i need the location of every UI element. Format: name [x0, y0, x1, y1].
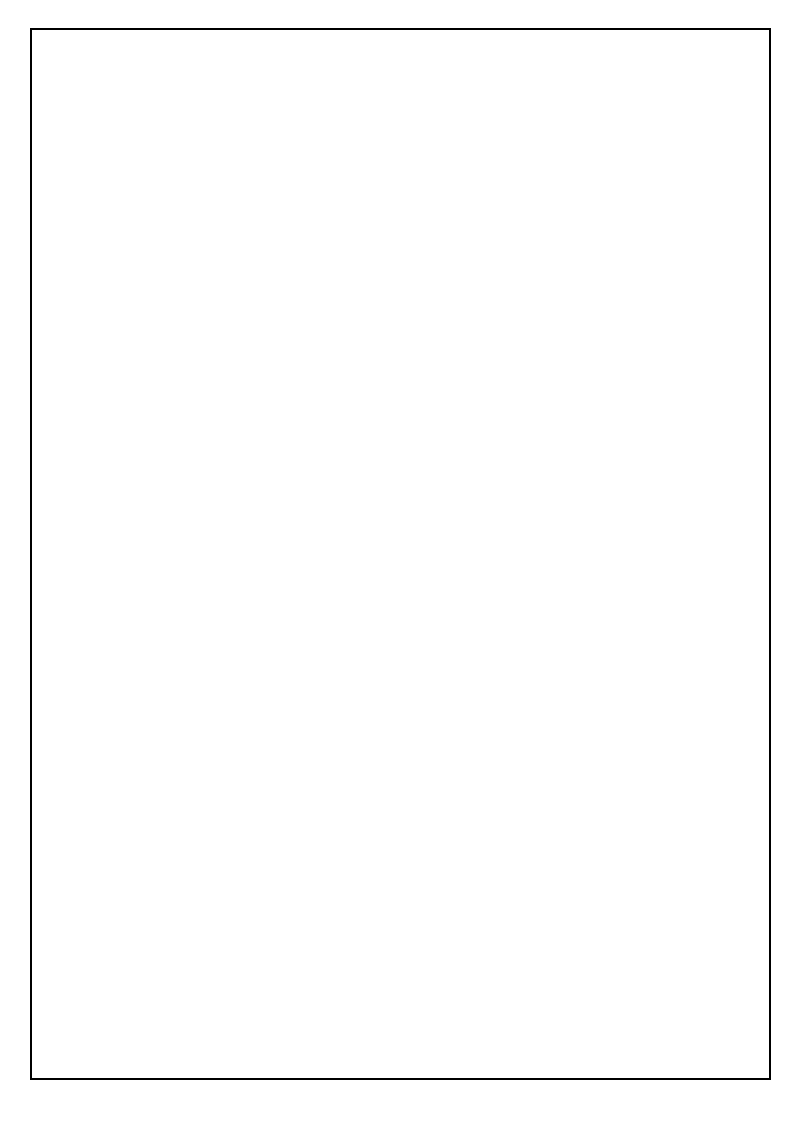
vocabulary-page [30, 28, 771, 1080]
